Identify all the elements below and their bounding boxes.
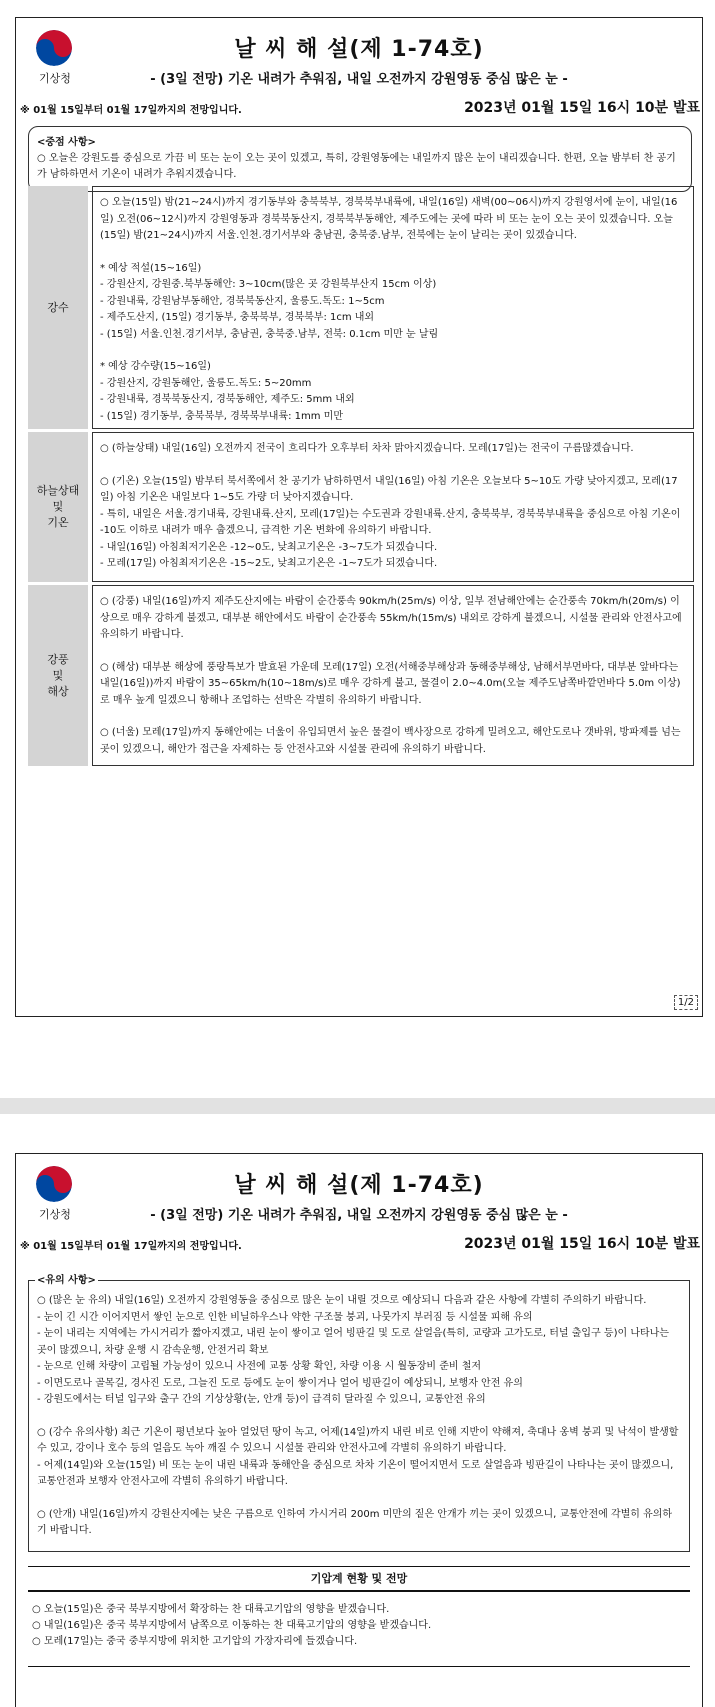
section-wind-sea — [28, 585, 694, 766]
caution-box — [28, 1275, 690, 1552]
list-item: - 강원산지, 강원동해안, 울릉도.독도: 5~20mm — [100, 377, 312, 389]
paragraph: ○ (기온) 오늘(15일) 밤부터 북서쪽에서 찬 공기가 남하하면서 내일(16일) 아침 기온은 오늘보다 5~10도 가량 낮아지겠고, 모레(17일) 아침 기온은 내일보다 1~5도 가량 더 낮아지겠습니다. — [100, 475, 678, 503]
label-text: 하늘상태 — [36, 484, 80, 497]
label-text: 기온 — [47, 516, 69, 529]
list-item: - (15일) 경기동부, 충북북부, 경북북부내륙: 1mm 미만 — [100, 410, 343, 422]
list-item: - 눈으로 인해 차량이 고립될 가능성이 있으니 사전에 교통 상황 확인, 차량 이용 시 월동장비 준비 철저 — [37, 1361, 482, 1372]
list-item: - 강원도에서는 터널 입구와 출구 간의 기상상황(눈, 안개 등)이 급격히 달라질 수 있으니, 교통안전 유의 — [37, 1394, 486, 1405]
pressure-section-body — [32, 1602, 692, 1650]
list-item: - 제주도산지, (15일) 경기동부, 충북북부, 경북북부: 1cm 내외 — [100, 312, 375, 323]
list-item: ○ 내일(16일)은 중국 북부지방에서 남쪽으로 이동하는 찬 대륙고기압의 영향을 받겠습니다. — [32, 1620, 432, 1631]
page-number: 1/2 — [674, 995, 698, 1010]
section-body-precipitation — [92, 186, 694, 429]
paragraph: ○ (하늘상태) 내일(16일) 오전까지 전국이 흐리다가 오후부터 차차 맑아지겠습니다. 모레(17일)는 전국이 구름많겠습니다. — [100, 443, 634, 454]
page-subtitle: - (3일 전망) 기온 내려가 추워짐, 내일 오전까지 강원영동 중심 많은 눈 - — [150, 72, 568, 87]
section-body-wind-sea — [92, 585, 694, 766]
section-label-sky-temperature — [28, 432, 88, 582]
meta-row — [16, 1232, 702, 1252]
section-label-precipitation — [28, 186, 88, 429]
issued-date: 2023년 01월 15일 16시 10분 발표 — [464, 1236, 700, 1252]
period-note: ※ 01월 15일부터 01월 17일까지의 전망입니다. — [20, 1241, 242, 1252]
section-precipitation — [28, 186, 694, 429]
list-item: - 특히, 내일은 서울.경기내륙, 강원내륙.산지, 모레(17일)는 수도권과 강원내륙.산지, 충북북부, 경북북부내륙을 중심으로 아침 기온이 -10도 이하로 내려가 매우 춥겠으니, 급격한 기온 변화에 유의하기 바랍니다. — [100, 508, 681, 536]
list-item: - 강원내륙, 강원남부동해안, 경북북동산지, 울릉도.독도: 1~5cm — [100, 295, 385, 307]
label-text: 및 — [52, 668, 64, 682]
list-item: - 내일(16일) 아침최저기온은 -12~0도, 낮최고기온은 -3~7도가 되겠습니다. — [100, 541, 438, 553]
list-item: - 이면도로나 골목길, 경사진 도로, 그늘진 도로 등에도 눈이 쌓이거나 얼어 빙판길이 예상되니, 보행자 안전 유의 — [37, 1377, 523, 1389]
page-title: 날 씨 해 설(제 1-74호) — [234, 37, 484, 62]
page-title: 날 씨 해 설(제 1-74호) — [234, 1173, 484, 1198]
label-text: 해상 — [47, 684, 69, 698]
list-item: - 눈이 긴 시간 이어지면서 쌓인 눈으로 인한 비닐하우스나 약한 구조물 붕괴, 나뭇가지 부러짐 등 시설물 피해 유의 — [37, 1311, 533, 1323]
agency-name: 기상청 — [39, 1208, 71, 1221]
rain-forecast-title: * 예상 강수량(15~16일) — [100, 361, 211, 372]
section-sky-temperature — [28, 432, 694, 582]
page-header — [16, 18, 702, 96]
label-text: 및 — [52, 500, 64, 513]
divider — [28, 1666, 690, 1667]
label-text: 강수 — [47, 300, 69, 314]
key-points-box — [28, 126, 692, 192]
list-item: - 강원산지, 강원중.북부동해안: 3~10cm(많은 곳 강원북부산지 15cm 이상) — [100, 279, 437, 290]
page-header — [16, 1154, 702, 1232]
paragraph: ○ (많은 눈 유의) 내일(16일) 오전까지 강원영동을 중심으로 많은 눈이 내릴 것으로 예상되니 다음과 같은 사항에 각별히 주의하기 바랍니다. — [37, 1295, 647, 1306]
list-item: ○ 오늘(15일)은 중국 북부지방에서 확장하는 찬 대륙고기압의 영향을 받겠습니다. — [32, 1604, 390, 1615]
document-page-2 — [15, 1153, 703, 1707]
page-separator — [0, 1098, 715, 1114]
paragraph: ○ (강수 유의사항) 최근 기온이 평년보다 높아 얼었던 땅이 녹고, 어제(14일)까지 내린 비로 인해 지반이 약해져, 축대나 옹벽 붕괴 및 낙석이 발생할 수 있고, 강이나 호수 등의 얼음도 녹아 깨질 수 있으니 시설물 관리와 안전사고에 각별히 유의하기 바랍니다. — [37, 1426, 679, 1454]
issued-date: 2023년 01월 15일 16시 10분 발표 — [464, 100, 700, 116]
key-points-text: ○ 오늘은 강원도를 중심으로 가끔 비 또는 눈이 오는 곳이 있겠고, 특히, 강원영동에는 내일까지 많은 눈이 내리겠습니다. 한편, 오늘 밤부터 찬 공기가 남하하면서 기온이 내려가 추워지겠습니다. — [37, 153, 676, 180]
pressure-section-title: 기압계 현황 및 전망 — [28, 1566, 690, 1592]
list-item: - (15일) 서울.인천.경기서부, 충남권, 충북중.남부, 전북: 0.1cm 미만 눈 날림 — [100, 328, 439, 340]
meta-row — [16, 96, 702, 116]
caution-title: <유의 사항> — [35, 1273, 98, 1290]
paragraph: ○ 오늘(15일) 밤(21~24시)까지 경기동부와 충북북부, 경북북부내륙에, 내일(16일) 새벽(00~06시)까지 강원영서에 눈이, 내일(16일) 오전(06~12시)까지 강원영동과 경북북동산지, 경북북부동해안, 제주도에는 곳에 따라 비 또는 눈이 오는 곳이 있겠습니다. 오늘(15일) 밤(21~24시)까지 서울.인천.경기서부와 충남권, 충북중.남부, 전북에는 눈이 날리는 곳이 있겠습니다. — [100, 197, 678, 241]
period-note: ※ 01월 15일부터 01월 17일까지의 전망입니다. — [20, 105, 242, 116]
section-body-sky-temperature — [92, 432, 694, 582]
label-text: 강풍 — [47, 652, 69, 666]
paragraph: ○ (안개) 내일(16일)까지 강원산지에는 낮은 구름으로 인하여 가시거리 200m 미만의 짙은 안개가 끼는 곳이 있겠으니, 교통안전에 각별히 유의하기 바랍니다. — [37, 1508, 673, 1536]
snow-forecast-title: * 예상 적설(15~16일) — [100, 262, 202, 274]
agency-name: 기상청 — [39, 72, 71, 85]
list-item: ○ 모레(17일)는 중국 중부지방에 위치한 고기압의 가장자리에 들겠습니다. — [32, 1636, 358, 1647]
paragraph: ○ (해상) 대부분 해상에 풍랑특보가 발효된 가운데 모레(17일) 오전(서해중부해상과 동해중부해상, 남해서부먼바다, 대부분 앞바다는 내일(16일))까지 바람이 35~65km/h(10~18m/s)로 매우 강하게 불고, 물결이 2.0~4.0m(오늘 제주도남쪽바깥먼바다 5.0m 이상)로 매우 높게 일겠으니 항해나 조업하는 선박은 각별히 유의하기 바랍니다. — [100, 661, 681, 706]
paragraph: ○ (너울) 모레(17일)까지 동해안에는 너울이 유입되면서 높은 물결이 백사장으로 강하게 밀려오고, 해안도로나 갯바위, 방파제를 넘는 곳이 있겠으니, 해안가 접근을 자제하는 등 안전사고와 시설물 관리에 유의하기 바랍니다. — [100, 727, 681, 755]
list-item: - 강원내륙, 경북북동산지, 경북동해안, 제주도: 5mm 내외 — [100, 394, 355, 405]
paragraph: ○ (강풍) 내일(16일)까지 제주도산지에는 바람이 순간풍속 90km/h(25m/s) 이상, 일부 전남해안에는 순간풍속 70km/h(20m/s) 이상으로 매우 강하게 불겠고, 대부분 해안에서도 바람이 순간풍속 55km/h(15m/s) 내외로 강하게 불겠으니, 시설물 관리와 안전사고에 유의하기 바랍니다. — [100, 596, 682, 640]
document-page-1 — [15, 17, 703, 1017]
key-points-title: <중점 사항> — [37, 137, 96, 148]
section-label-wind-sea — [28, 585, 88, 766]
page-subtitle: - (3일 전망) 기온 내려가 추워짐, 내일 오전까지 강원영동 중심 많은 눈 - — [150, 1208, 568, 1223]
list-item: - 눈이 내리는 지역에는 가시거리가 짧아지겠고, 내린 눈이 쌓이고 얼어 빙판길 및 도로 살얼음(특히, 교량과 고가도로, 터널 출입구 등)이 나타나는 곳이 많겠으니, 차량 운행 시 감속운행, 안전거리 확보 — [37, 1328, 669, 1356]
list-item: - 모레(17일) 아침최저기온은 -15~2도, 낮최고기온은 -1~7도가 되겠습니다. — [100, 558, 438, 569]
list-item: - 어제(14일)와 오늘(15일) 비 또는 눈이 내린 내륙과 동해안을 중심으로 차차 기온이 떨어지면서 도로 살얼음과 빙판길이 나타나는 곳이 많겠으니, 교통안전과 보행자 안전사고에 각별히 유의하기 바랍니다. — [37, 1459, 674, 1487]
